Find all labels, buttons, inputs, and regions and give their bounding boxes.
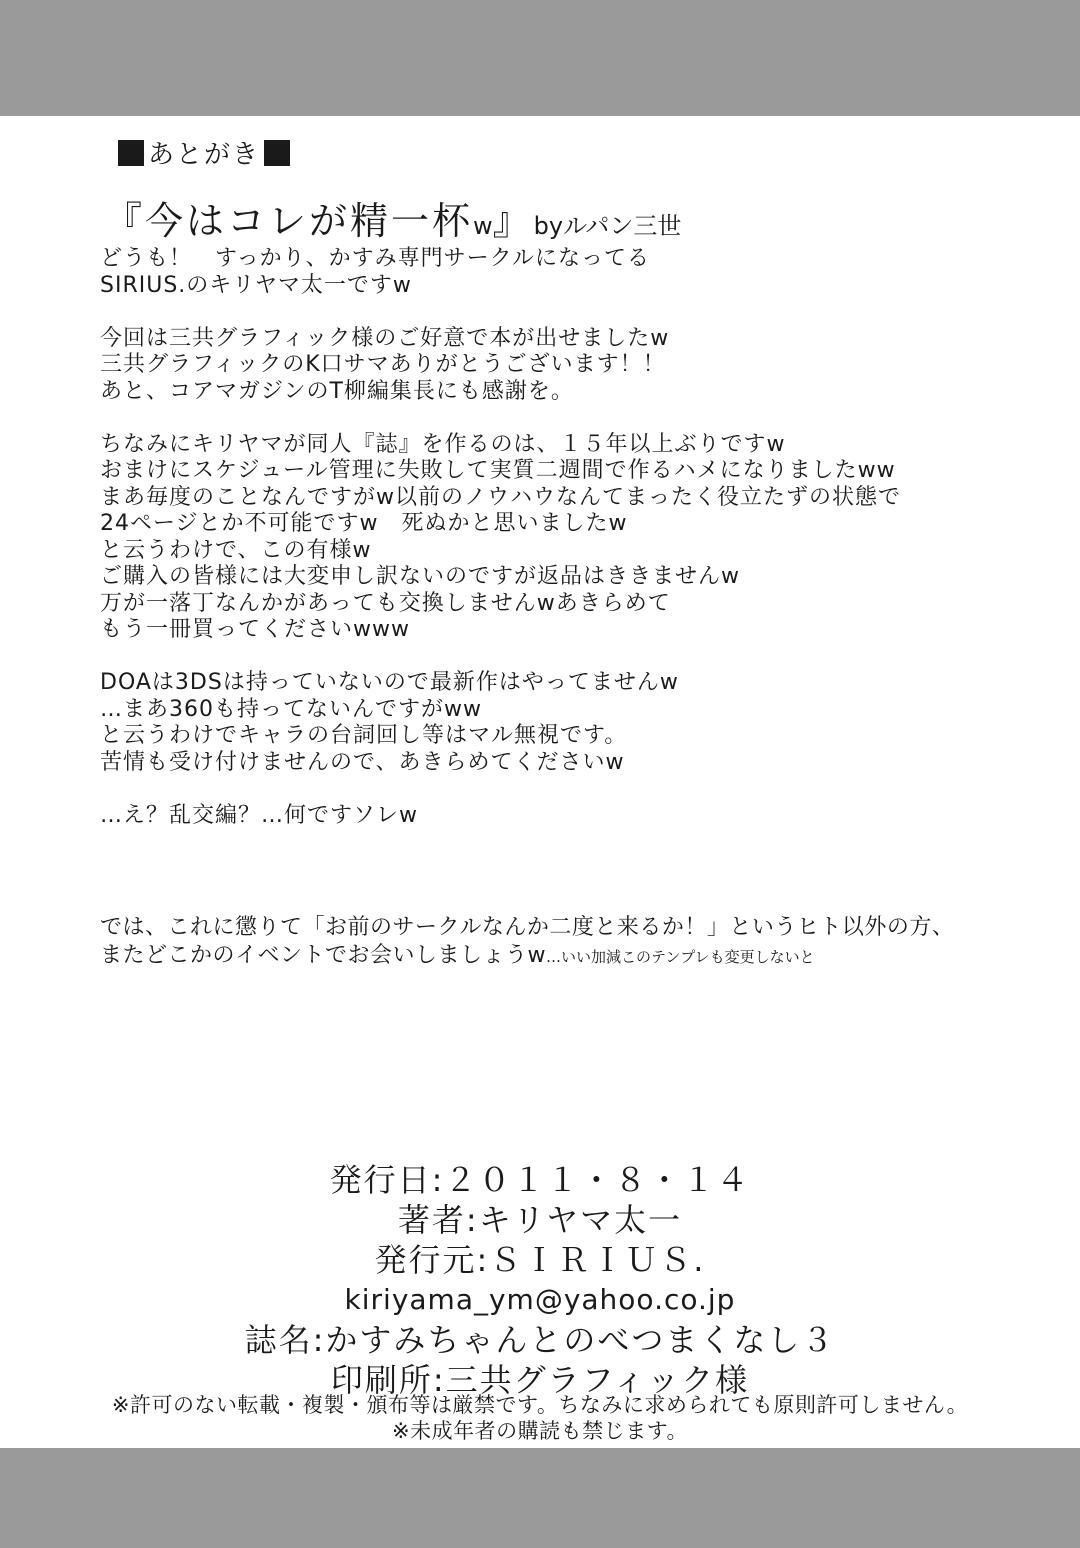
copyright-note-2: ※未成年者の購読も禁じます。 — [392, 1419, 688, 1443]
text-line: DOAは3DSは持っていないので最新作はやってませんw — [100, 670, 679, 695]
title-byline: byルパン三世 — [533, 212, 682, 240]
text-line: 苦情も受け付けませんので、あきらめてくださいw — [100, 749, 625, 775]
afterword-heading — [118, 134, 290, 171]
closing-line-2 — [100, 942, 954, 971]
text-line: おまけにスケジュール管理に失敗して実質二週間で作るハメになりましたww — [100, 458, 896, 483]
text-line: と云うわけでキャラの台詞回し等はマル無視です。 — [100, 723, 628, 748]
paragraph-1 — [100, 246, 1040, 299]
closing-line-1: では、これに懲りて「お前のサークルなんか二度と来るか！」というヒト以外の方、 — [100, 915, 955, 940]
top-gray-band — [0, 0, 1080, 116]
title-w: w — [473, 212, 493, 240]
paragraph-2 — [100, 326, 1040, 406]
text-line: 三共グラフィックのK口サマありがとうございます！！ — [100, 352, 666, 377]
text-line: 万が一落丁なんかがあっても交換しませんwあきらめて — [100, 590, 671, 616]
printer: 印刷所:三共グラフィック様 — [330, 1361, 750, 1399]
bottom-gray-band — [0, 1448, 1080, 1548]
black-square-icon — [264, 140, 290, 166]
closing-message — [100, 914, 954, 971]
text-line: どうも！ すっかり、かすみ専門サークルになってる — [100, 246, 651, 271]
copyright-notes — [0, 1392, 1080, 1444]
closing-line-2-aside: …いい加減このテンプレも変更しないと — [546, 948, 815, 966]
afterword-body — [100, 246, 1040, 856]
heading-text: あとがき — [148, 140, 261, 170]
book-title: 誌名:かすみちゃんとのべつまくなし３ — [244, 1321, 836, 1359]
text-line: …まあ360も持ってないんですがww — [100, 696, 482, 722]
contact-email: kiriyama_ym@yahoo.co.jp — [344, 1283, 736, 1316]
text-line: と云うわけで、この有様w — [100, 537, 372, 563]
colophon — [0, 1160, 1080, 1400]
paragraph-5 — [100, 803, 1040, 830]
afterword-title — [104, 190, 681, 245]
closing-line-2-main: またどこかのイベントでお会いしましょうw — [100, 943, 546, 968]
text-line: あと、コアマガジンのT柳編集長にも感謝を。 — [100, 378, 574, 404]
paragraph-3 — [100, 432, 1040, 644]
paragraph-4 — [100, 670, 1040, 776]
text-line: もう一冊買ってくださいwww — [100, 617, 410, 642]
text-line: ちなみにキリヤマが同人『誌』を作るのは、１５年以上ぶりですw — [100, 431, 786, 457]
text-line: 24ページとか不可能ですw 死ぬかと思いましたw — [100, 511, 628, 536]
black-square-icon — [118, 140, 144, 166]
title-end: 』 — [492, 199, 534, 243]
author: 著者:キリヤマ太一 — [397, 1201, 683, 1239]
publisher: 発行元:ＳＩＲＩＵＳ. — [374, 1241, 706, 1279]
text-line: …え？乱交編？…何ですソレw — [100, 802, 418, 828]
text-line: まあ毎度のことなんですがw以前のノウハウなんてまったく役立たずの状態で — [100, 484, 901, 510]
text-line: 今回は三共グラフィック様のご好意で本が出せましたw — [100, 325, 670, 351]
copyright-note-1: ※許可のない転載・複製・頒布等は厳禁です。ちなみに求められても原則許可しません。 — [111, 1393, 969, 1417]
title-main: 『今はコレが精一杯 — [104, 199, 474, 243]
text-line: ご購入の皆様には大変申し訳ないのですが返品はききませんw — [100, 564, 740, 589]
text-line: SIRIUS.のキリヤマ太一ですw — [100, 272, 412, 298]
publication-date: 発行日:２０１１・８・１４ — [329, 1161, 751, 1199]
